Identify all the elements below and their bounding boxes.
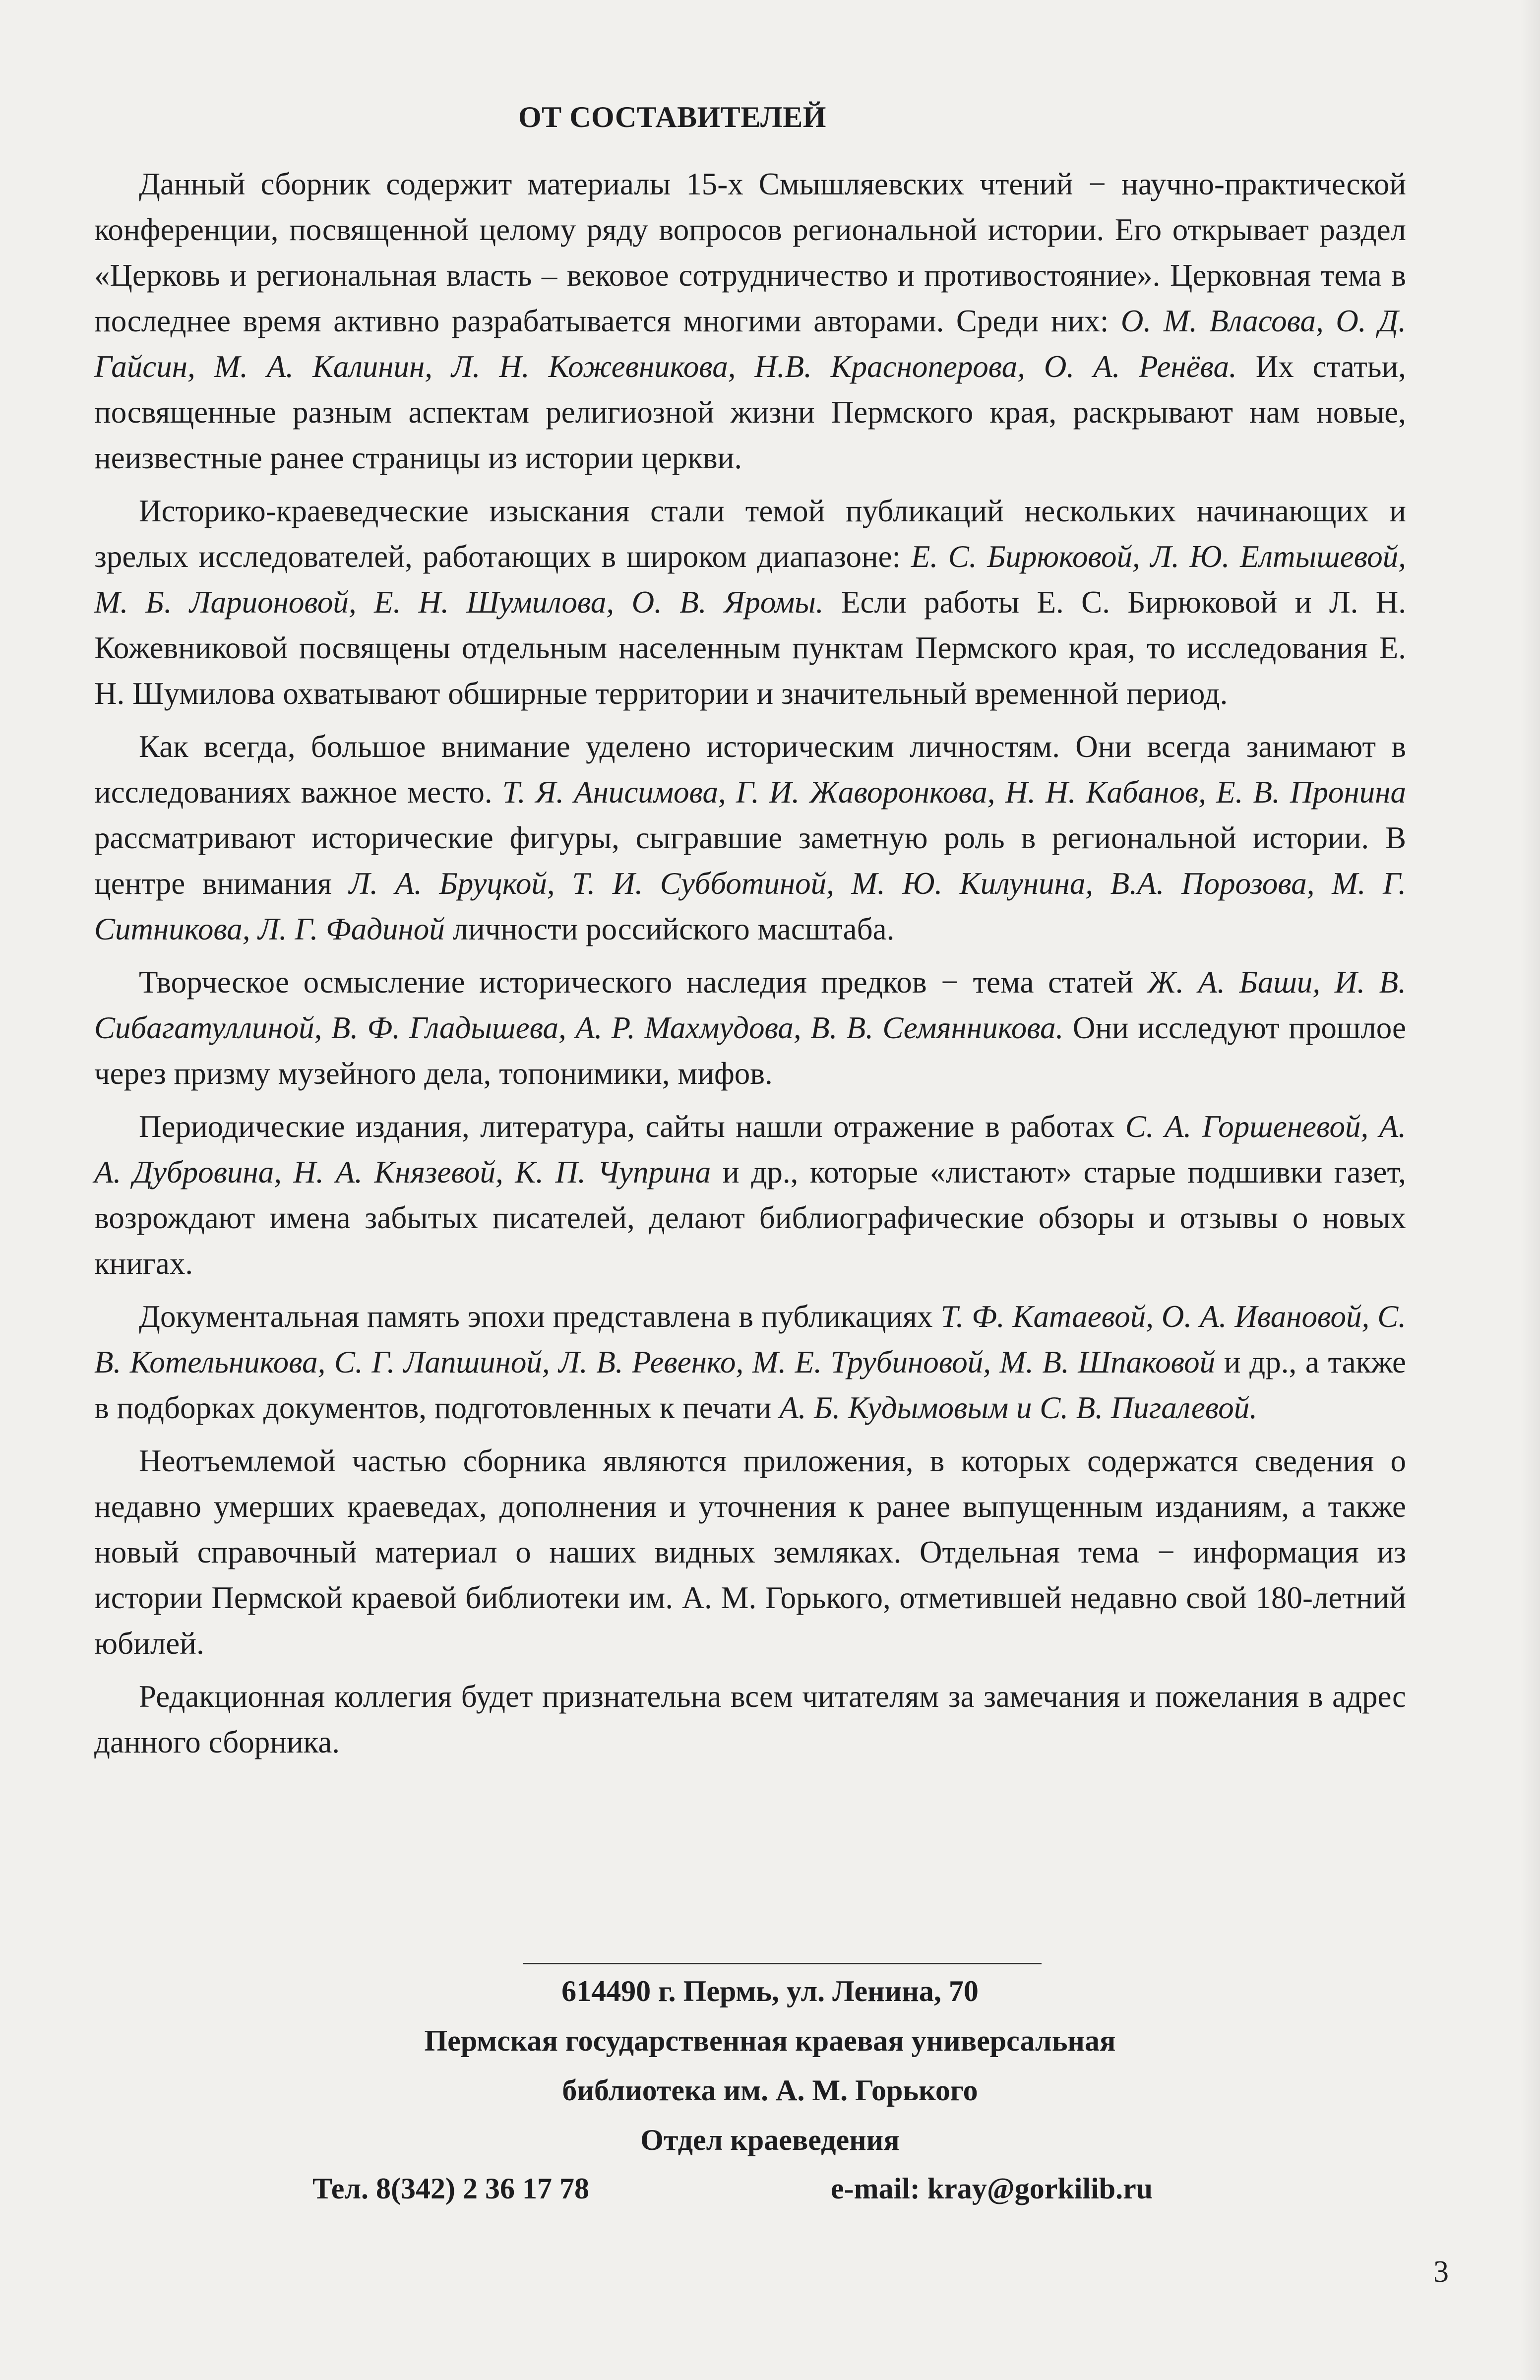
paragraph-text: Их статьи, посвященные разным аспектам религиозной жизни Пермского края, раскрывают нам новые, неизвестные ранее страницы из истории церкви.: [94, 349, 1406, 475]
author-names: Е. С. Бирюковой, Л. Ю. Елтышевой, М. Б. Ларионовой, Е. Н. Шумилова, О. В. Яромы.: [94, 539, 1406, 620]
paragraph-text: Историко-краеведческие изыскания стали темой публикаций нескольких начинающих и зрелых исследователей, работающих в широком диапазоне:: [94, 494, 1406, 574]
paragraph: [94, 1294, 1406, 1431]
paragraph: [94, 1104, 1406, 1286]
author-names: О. М. Власова, О. Д. Гайсин, М. А. Калинин, Л. Н. Кожевникова, Н.В. Краснoперова, О. А. Ренёва.: [94, 304, 1406, 384]
paragraph-text: и др., которые «листают» старые подшивки газет, возрождают имена забытых писателей, делают библиографические обзоры и отзывы о новых книгах.: [94, 1155, 1406, 1281]
paragraph-text: Творческое осмысление исторического наследия предков − тема статей: [139, 965, 1148, 1000]
paragraph-text: Редакционная коллегия будет признательна всем читателям за замечания и пожелания в адрес данного сборника.: [94, 1679, 1406, 1759]
paragraph-text: Как всегда, большое внимание уделено историческим личностям. Они всегда занимают в исследованиях важное место.: [94, 729, 1406, 810]
paragraph-text: Периодические издания, литература, сайты нашли отражение в работах: [139, 1109, 1125, 1144]
email-address: e-mail: kray@gorkilib.ru: [831, 2172, 1153, 2205]
phone-number: Тел. 8(342) 2 36 17 78: [312, 2172, 589, 2205]
address-line: 614490 г. Пермь, ул. Ленина, 70: [561, 1975, 979, 2007]
author-names: С. А. Горшеневой, А. А. Дубровина, Н. А. Князевой, К. П. Чуприна: [94, 1109, 1406, 1190]
page-title: ОТ СОСТАВИТЕЛЕЙ: [518, 101, 826, 133]
paragraph: [94, 1674, 1406, 1765]
paragraph-text: Данный сборник содержит материалы 15-х Смышляевских чтений − научно-практической конференции, посвященной целому ряду вопросов региональной истории. Его открывает раздел «Церковь и региональная власть – вековое сотрудничество и противостояние». Церковная тема в последнее время активно разрабатывается многими авторами. Среди них:: [94, 167, 1406, 338]
paragraph-text: Если работы Е. С. Бирюковой и Л. Н. Кожевниковой посвящены отдельным населенным пунктам Пермского края, то исследования Е. Н. Шумилова охватывают обширные территории и значительный временной период.: [94, 585, 1406, 711]
author-names: Л. А. Бруцкой, Т. И. Субботиной, М. Ю. Килунина, В.А. Порозова, М. Г. Ситникова, Л. Г. Фадиной: [94, 866, 1407, 946]
paragraph: [94, 1438, 1406, 1666]
author-names: Т. Ф. Катаевой, О. А. Ивановой, С. В. Котельникова, С. Г. Лапшиной, Л. В. Ревенко, М. Е. Трубиновой, М. В. Шпаковой: [94, 1299, 1406, 1379]
author-names: Ж. А. Баши, И. В. Сибагатуллиной, В. Ф. Гладышева, А. Р. Махмудова, В. В. Семянникова.: [94, 965, 1406, 1045]
author-names: А. Б. Кудымовым и С. В. Пигалевой.: [779, 1390, 1258, 1425]
paragraph-text: Документальная память эпохи представлена в публикациях: [139, 1299, 941, 1334]
page-number: 3: [1433, 2255, 1449, 2289]
author-names: Т. Я. Анисимова, Г. И. Жаворонкова, Н. Н. Кабанов, Е. В. Пронина: [502, 775, 1407, 810]
paragraph-text: Они исследуют прошлое через призму музейного дела, топонимики, мифов.: [94, 1010, 1407, 1091]
department-line: Отдел краеведения: [640, 2124, 900, 2156]
paragraph-text: личности российского масштаба.: [444, 912, 895, 946]
paragraph: [94, 959, 1406, 1096]
paragraph-text: рассматривают исторические фигуры, сыгравшие заметную роль в региональной истории. В центре внимания: [94, 820, 1406, 901]
paragraph: [94, 161, 1406, 481]
paragraph-text: и др., а также в подборках документов, подготовленных к печати: [94, 1345, 1406, 1425]
body-text: [94, 161, 1406, 1772]
paragraph: [94, 724, 1406, 952]
paragraph-text: Неотъемлемой частью сборника являются приложения, в которых содержатся сведения о недавно умерших краеведах, дополнения и уточнения к ранее выпущенным изданиям, а также новый справочный материал о наших видных земляках. Отдельная тема − информация из истории Пермской краевой библиотеки им. А. М. Горького, отметившей недавно свой 180-летний юбилей.: [94, 1443, 1406, 1661]
library-name-line-2: библиотека им. А. М. Горького: [562, 2074, 978, 2107]
library-name-line-1: Пермская государственная краевая универсальная: [424, 2024, 1116, 2057]
divider-line: [523, 1963, 1042, 1964]
paragraph: [94, 488, 1406, 716]
